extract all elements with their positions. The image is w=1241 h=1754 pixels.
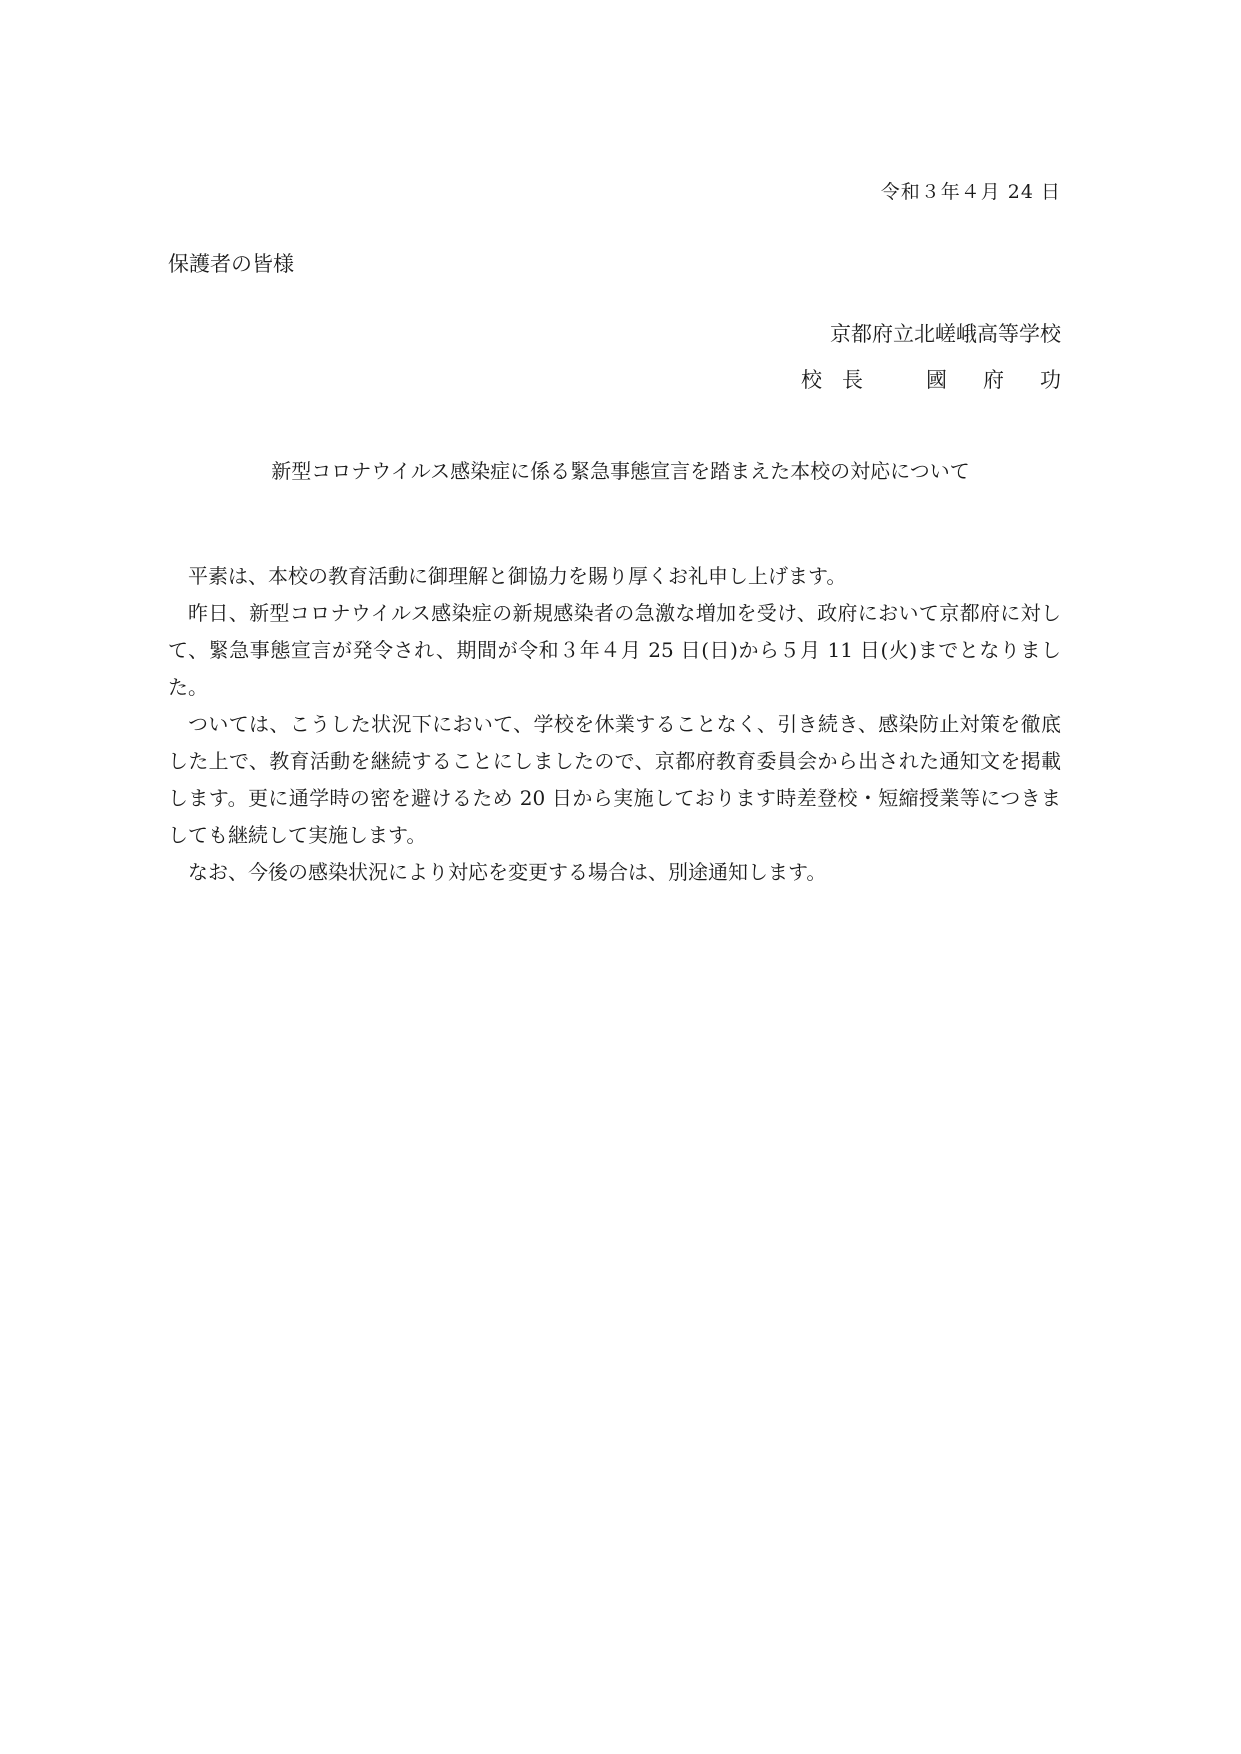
addressee: 保護者の皆様 xyxy=(168,252,294,276)
body-paragraph: ついては、こうした状況下において、学校を休業することなく、引き続き、感染防止対策を徹底した上で、教育活動を継続することにしましたので、京都府教育委員会から出された通知文を掲載します。更に通学時の密を避けるため 20 日から実施しております時差登校・短縮授業等につきましても継続して実施します。 xyxy=(168,712,1061,847)
sender-principal xyxy=(801,364,1097,394)
sender-name: 國府功 xyxy=(926,368,1097,392)
sender-title: 校長 xyxy=(801,368,883,392)
document-body xyxy=(168,558,1061,891)
body-paragraph: 昨日、新型コロナウイルス感染症の新規感染者の急激な増加を受け、政府において京都府に対して、緊急事態宣言が発令され、期間が令和３年４月 25 日(日)から５月 11 日(火)までとなりました。 xyxy=(168,601,1061,699)
sender-block xyxy=(801,318,1097,394)
document-date: 令和３年４月 24 日 xyxy=(880,181,1061,203)
document-title: 新型コロナウイルス感染症に係る緊急事態宣言を踏まえた本校の対応について xyxy=(271,459,970,483)
body-paragraph: 平素は、本校の教育活動に御理解と御協力を賜り厚くお礼申し上げます。 xyxy=(188,564,847,588)
sender-school: 京都府立北嵯峨高等学校 xyxy=(830,322,1061,346)
body-paragraph: なお、今後の感染状況により対応を変更する場合は、別途通知します。 xyxy=(188,860,827,884)
